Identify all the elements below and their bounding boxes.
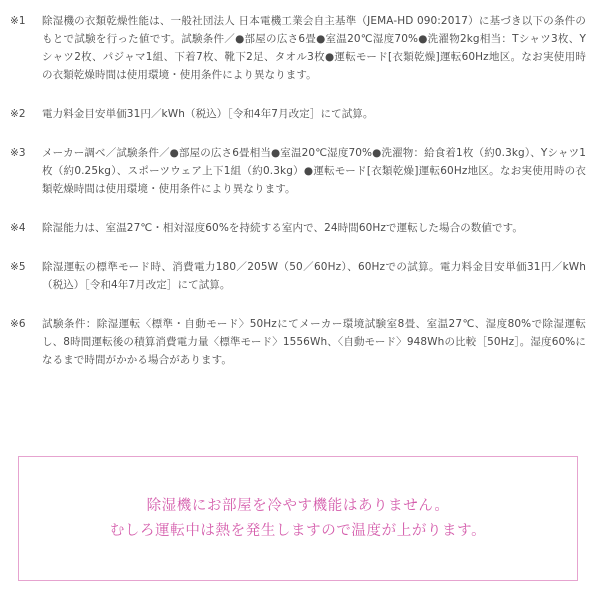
footnote-text: メーカー調べ／試験条件／●部屋の広さ6畳相当●室温20℃湿度70%●洗濯物：給食着1枚（約0.3kg）、Yシャツ1枚（約0.25kg）、スポーツウェア上下1組（約0.3kg）●運転モード[衣類乾燥]運転60Hz地区。なお実使用時の衣類乾燥時間は使用環境・使用条件により異なります。 [42, 147, 586, 195]
notice-line-1: 除湿機にお部屋を冷やす機能はありません。 [146, 497, 450, 514]
footnote-mark: ※3 [10, 147, 26, 159]
footnote-text: 除湿機の衣類乾燥性能は、一般社団法人 日本電機工業会自主基準（JEMA-HD 090:2017）に基づき以下の条件のもとで試験を行った値です。試験条件／●部屋の広さ6畳●室温20℃湿度70%●洗濯物2kg相当：Tシャツ3枚、Yシャツ2枚、パジャマ1組、下着7枚、靴下2足、タオル3枚●運転モード[衣類乾燥]運転60Hz地区。なお実使用時の衣類乾燥時間は使用環境・使用条件により異なります。 [42, 15, 586, 81]
footnote-2 [10, 105, 586, 123]
footnote-5 [10, 258, 586, 294]
footnote-6 [10, 315, 586, 369]
footnote-mark: ※2 [10, 108, 26, 120]
footnote-text: 試験条件：除湿運転〈標準・自動モード〉50Hzにてメーカー環境試験室8畳、室温27℃、湿度80%で除湿運転し、8時間運転後の積算消費電力量〈標準モード〉1556Wh、〈自動モード〉948Whの比較［50Hz］。湿度60%になるまで時間がかかる場合があります。 [42, 318, 586, 366]
footnote-1 [10, 12, 586, 84]
footnote-text: 除湿能力は、室温27℃・相対湿度60%を持続する室内で、24時間60Hzで運転した場合の数値です。 [42, 222, 523, 234]
footnotes-list [10, 12, 586, 390]
footnote-mark: ※6 [10, 318, 26, 330]
notice-line-2: むしろ運転中は熱を発生しますので温度が上がります。 [109, 522, 487, 539]
footnote-3 [10, 144, 586, 198]
footnote-mark: ※4 [10, 222, 26, 234]
footnote-mark: ※1 [10, 15, 26, 27]
footnote-text: 電力料金目安単価31円／kWh（税込）［令和4年7月改定］にて試算。 [42, 108, 374, 120]
footnote-4 [10, 219, 586, 237]
footnote-text: 除湿運転の標準モード時、消費電力180／205W（50／60Hz）、60Hzでの試算。電力料金目安単価31円／kWh（税込）［令和4年7月改定］にて試算。 [42, 261, 586, 291]
footnote-mark: ※5 [10, 261, 26, 273]
cooling-notice-box [18, 456, 578, 581]
